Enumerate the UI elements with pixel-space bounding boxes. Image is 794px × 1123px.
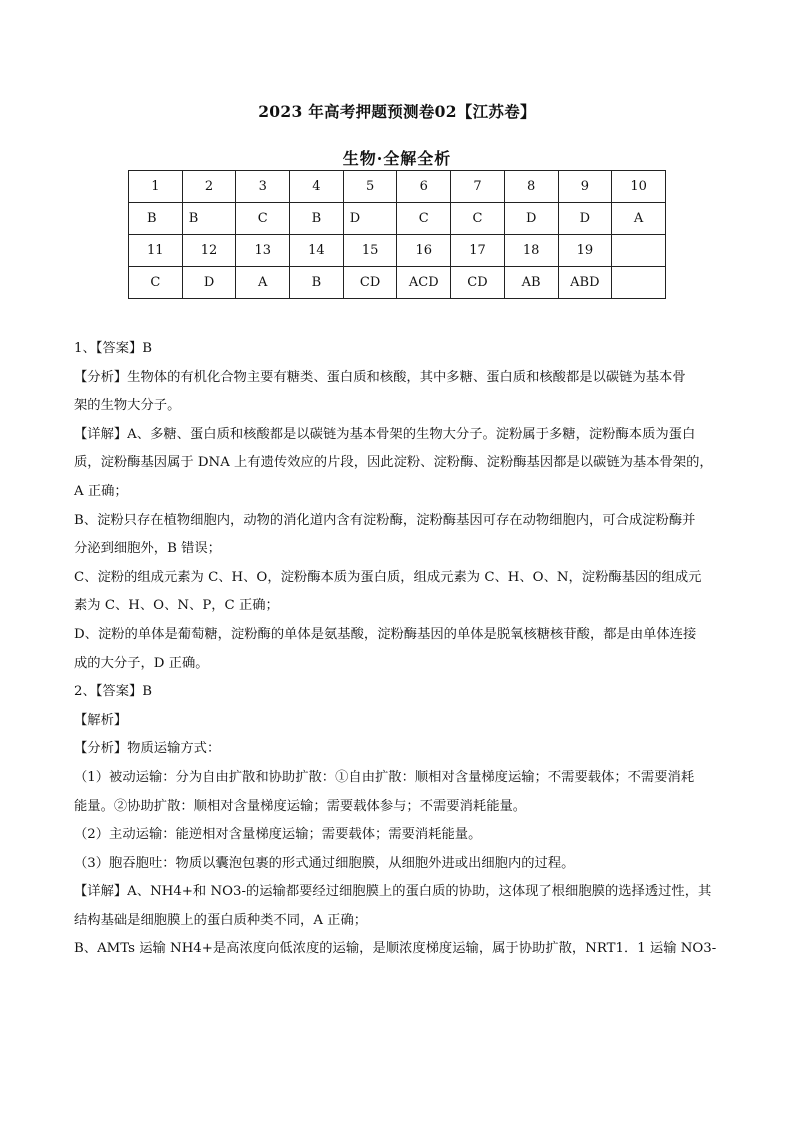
- table-cell: A: [236, 267, 290, 299]
- text-line: B、AMTs 运输 NH4+是高浓度向低浓度的运输，是顺浓度梯度运输，属于协助扩散，NRT1．1 运输 NO3-: [74, 941, 717, 957]
- text-line: 分泌到细胞外，B 错误；: [74, 541, 221, 557]
- table-cell: C: [451, 203, 505, 235]
- text-line: 1、【答案】B: [74, 341, 153, 356]
- text-line: B、淀粉只存在植物细胞内，动物的消化道内含有淀粉酶，淀粉酶基因可存在动物细胞内，可合成淀粉酶并: [74, 512, 696, 528]
- table-cell: D: [182, 267, 236, 299]
- text-line: 结构基础是细胞膜上的蛋白质种类不同，A 正确；: [74, 912, 368, 928]
- table-cell: [612, 267, 666, 299]
- table-cell: CD: [343, 267, 397, 299]
- table-cell: 5: [343, 171, 397, 203]
- text-line: A 正确；: [74, 483, 128, 499]
- text-line: 2、【答案】B: [74, 684, 153, 700]
- table-cell: 11: [129, 235, 183, 267]
- table-cell: AB: [504, 267, 558, 299]
- table-cell: D: [504, 203, 558, 235]
- text-line: 【解析】: [74, 712, 128, 728]
- text-line: 【分析】物质运输方式：: [74, 741, 221, 757]
- table-cell: [612, 235, 666, 267]
- explanation-body: [74, 335, 722, 964]
- table-cell: 16: [397, 235, 451, 267]
- text-line: （3）胞吞胞吐：物质以囊泡包裹的形式通过细胞膜，从细胞外进或出细胞内的过程。: [74, 855, 575, 871]
- table-cell: B: [290, 203, 344, 235]
- table-cell: C: [236, 203, 290, 235]
- table-row: [129, 267, 666, 299]
- table-cell: A: [612, 203, 666, 235]
- table-cell: 18: [504, 235, 558, 267]
- table-cell: 3: [236, 171, 290, 203]
- text-line: 质，淀粉酶基因属于 DNA 上有遗传效应的片段，因此淀粉、淀粉酶、淀粉酶基因都是以碳链为基本骨架的，: [74, 455, 713, 471]
- table-cell: B: [182, 203, 236, 235]
- answer-table: [128, 170, 666, 299]
- table-cell: 13: [236, 235, 290, 267]
- text-line: C、淀粉的组成元素为 C、H、O，淀粉酶本质为蛋白质，组成元素为 C、H、O、N，淀粉酶基因的组成元: [74, 569, 702, 585]
- text-line: 素为 C、H、O、N、P，C 正确；: [74, 598, 279, 614]
- table-cell: 9: [558, 171, 612, 203]
- table-cell: 2: [182, 171, 236, 203]
- table-cell: CD: [451, 267, 505, 299]
- text-line: D、淀粉的单体是葡萄糖，淀粉酶的单体是氨基酸，淀粉酶基因的单体是脱氧核糖核苷酸，都是由单体连接: [74, 626, 697, 642]
- table-cell: C: [397, 203, 451, 235]
- page-title: 2023 年高考押题预测卷02【江苏卷】: [258, 102, 536, 121]
- table-cell: 10: [612, 171, 666, 203]
- table-cell: 17: [451, 235, 505, 267]
- table-row: [129, 171, 666, 203]
- table-cell: 14: [290, 235, 344, 267]
- table-cell: 12: [182, 235, 236, 267]
- text-line: 【详解】A、多糖、蛋白质和核酸都是以碳链为基本骨架的生物大分子。淀粉属于多糖，淀粉酶本质为蛋白: [74, 426, 696, 442]
- table-cell: 8: [504, 171, 558, 203]
- page-subtitle: 生物·全解全析: [342, 149, 452, 168]
- table-cell: 4: [290, 171, 344, 203]
- text-line: 成的大分子，D 正确。: [74, 655, 209, 671]
- text-line: 【分析】生物体的有机化合物主要有糖类、蛋白质和核酸，其中多糖、蛋白质和核酸都是以碳链为基本骨: [74, 369, 686, 385]
- table-cell: ABD: [558, 267, 612, 299]
- table-row: [129, 235, 666, 267]
- table-cell: C: [129, 267, 183, 299]
- table-cell: ACD: [397, 267, 451, 299]
- text-line: 架的生物大分子。: [74, 398, 181, 414]
- table-cell: 19: [558, 235, 612, 267]
- text-line: （2）主动运输：能逆相对含量梯度运输；需要载体；需要消耗能量。: [74, 827, 482, 843]
- table-cell: 1: [129, 171, 183, 203]
- table-cell: D: [343, 203, 397, 235]
- table-cell: B: [290, 267, 344, 299]
- text-line: （1）被动运输：分为自由扩散和协助扩散：①自由扩散：顺相对含量梯度运输；不需要载体；不需要消耗: [74, 769, 695, 785]
- text-line: 能量。②协助扩散：顺相对含量梯度运输；需要载体参与；不需要消耗能量。: [74, 798, 527, 814]
- table-cell: 15: [343, 235, 397, 267]
- text-line: 【详解】A、NH4+和 NO3-的运输都要经过细胞膜上的蛋白质的协助，这体现了根细胞膜的选择透过性，其: [74, 884, 712, 900]
- table-cell: B: [129, 203, 183, 235]
- table-row: [129, 203, 666, 235]
- table-cell: D: [558, 203, 612, 235]
- table-cell: 6: [397, 171, 451, 203]
- table-cell: 7: [451, 171, 505, 203]
